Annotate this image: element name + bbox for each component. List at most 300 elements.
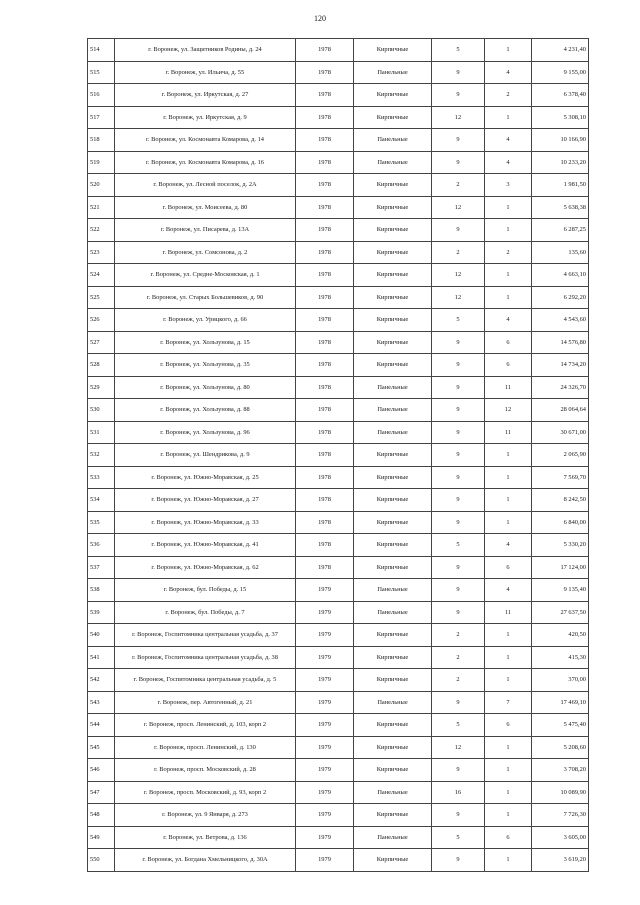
area-cell: 28 064,64 — [532, 399, 589, 422]
table-row — [88, 106, 589, 129]
year-cell: 1979 — [296, 781, 354, 804]
year-cell: 1978 — [296, 309, 354, 332]
wall-material-cell: Панельные — [354, 61, 432, 84]
wall-material-cell: Кирпичные — [354, 646, 432, 669]
wall-material-cell: Кирпичные — [354, 511, 432, 534]
row-number-cell: 519 — [88, 151, 115, 174]
floors-cell: 2 — [432, 624, 485, 647]
year-cell: 1979 — [296, 579, 354, 602]
table-row — [88, 421, 589, 444]
entrances-cell: 4 — [485, 151, 532, 174]
row-number-cell: 543 — [88, 691, 115, 714]
entrances-cell: 11 — [485, 376, 532, 399]
entrances-cell: 6 — [485, 714, 532, 737]
entrances-cell: 1 — [485, 849, 532, 872]
area-cell: 4 231,40 — [532, 39, 589, 62]
floors-cell: 12 — [432, 286, 485, 309]
entrances-cell: 1 — [485, 106, 532, 129]
table-row — [88, 534, 589, 557]
row-number-cell: 530 — [88, 399, 115, 422]
floors-cell: 5 — [432, 309, 485, 332]
floors-cell: 5 — [432, 39, 485, 62]
row-number-cell: 515 — [88, 61, 115, 84]
wall-material-cell: Кирпичные — [354, 534, 432, 557]
row-number-cell: 523 — [88, 241, 115, 264]
address-cell: г. Воронеж, просп. Московский, д. 28 — [115, 759, 296, 782]
floors-cell: 9 — [432, 489, 485, 512]
wall-material-cell: Кирпичные — [354, 331, 432, 354]
area-cell: 17 469,10 — [532, 691, 589, 714]
entrances-cell: 6 — [485, 556, 532, 579]
year-cell: 1978 — [296, 196, 354, 219]
table-row — [88, 556, 589, 579]
wall-material-cell: Кирпичные — [354, 804, 432, 827]
row-number-cell: 514 — [88, 39, 115, 62]
area-cell: 4 663,10 — [532, 264, 589, 287]
floors-cell: 9 — [432, 129, 485, 152]
address-cell: г. Воронеж, ул. Иркутская, д. 9 — [115, 106, 296, 129]
address-cell: г. Воронеж, пер. Автогенный, д. 21 — [115, 691, 296, 714]
row-number-cell: 549 — [88, 826, 115, 849]
area-cell: 27 637,50 — [532, 601, 589, 624]
wall-material-cell: Панельные — [354, 376, 432, 399]
table-row — [88, 174, 589, 197]
year-cell: 1979 — [296, 601, 354, 624]
row-number-cell: 518 — [88, 129, 115, 152]
address-cell: г. Воронеж, ул. Защитников Родины, д. 24 — [115, 39, 296, 62]
address-cell: г. Воронеж, ул. Средне-Московская, д. 1 — [115, 264, 296, 287]
year-cell: 1978 — [296, 489, 354, 512]
year-cell: 1978 — [296, 84, 354, 107]
address-cell: г. Воронеж, Госпитомника центральная усадьба, д. 38 — [115, 646, 296, 669]
row-number-cell: 533 — [88, 466, 115, 489]
address-cell: г. Воронеж, ул. Хользунова, д. 80 — [115, 376, 296, 399]
wall-material-cell: Панельные — [354, 399, 432, 422]
wall-material-cell: Кирпичные — [354, 196, 432, 219]
year-cell: 1978 — [296, 241, 354, 264]
wall-material-cell: Панельные — [354, 826, 432, 849]
row-number-cell: 532 — [88, 444, 115, 467]
floors-cell: 9 — [432, 466, 485, 489]
entrances-cell: 4 — [485, 534, 532, 557]
wall-material-cell: Кирпичные — [354, 174, 432, 197]
entrances-cell: 1 — [485, 669, 532, 692]
floors-cell: 2 — [432, 646, 485, 669]
wall-material-cell: Кирпичные — [354, 84, 432, 107]
row-number-cell: 535 — [88, 511, 115, 534]
table-row — [88, 601, 589, 624]
table-body — [88, 39, 589, 872]
table-row — [88, 849, 589, 872]
floors-cell: 9 — [432, 804, 485, 827]
entrances-cell: 4 — [485, 309, 532, 332]
address-cell: г. Воронеж, ул. Южно-Моравская, д. 62 — [115, 556, 296, 579]
year-cell: 1979 — [296, 826, 354, 849]
row-number-cell: 516 — [88, 84, 115, 107]
table-row — [88, 579, 589, 602]
housing-registry-table-wrapper — [87, 38, 589, 872]
entrances-cell: 1 — [485, 511, 532, 534]
table-row — [88, 354, 589, 377]
table-row — [88, 826, 589, 849]
area-cell: 9 135,40 — [532, 579, 589, 602]
table-row — [88, 309, 589, 332]
floors-cell: 9 — [432, 601, 485, 624]
entrances-cell: 11 — [485, 601, 532, 624]
area-cell: 5 208,60 — [532, 736, 589, 759]
wall-material-cell: Панельные — [354, 579, 432, 602]
table-row — [88, 84, 589, 107]
row-number-cell: 545 — [88, 736, 115, 759]
table-row — [88, 151, 589, 174]
year-cell: 1978 — [296, 421, 354, 444]
area-cell: 24 326,70 — [532, 376, 589, 399]
area-cell: 5 308,10 — [532, 106, 589, 129]
year-cell: 1978 — [296, 331, 354, 354]
table-row — [88, 264, 589, 287]
area-cell: 3 708,20 — [532, 759, 589, 782]
area-cell: 17 124,00 — [532, 556, 589, 579]
area-cell: 10 166,90 — [532, 129, 589, 152]
wall-material-cell: Кирпичные — [354, 241, 432, 264]
year-cell: 1979 — [296, 691, 354, 714]
wall-material-cell: Кирпичные — [354, 354, 432, 377]
entrances-cell: 1 — [485, 286, 532, 309]
wall-material-cell: Кирпичные — [354, 556, 432, 579]
table-row — [88, 286, 589, 309]
wall-material-cell: Панельные — [354, 601, 432, 624]
address-cell: г. Воронеж, ул. Ветрова, д. 136 — [115, 826, 296, 849]
address-cell: г. Воронеж, ул. Южно-Моравская, д. 25 — [115, 466, 296, 489]
area-cell: 5 475,40 — [532, 714, 589, 737]
area-cell: 7 569,70 — [532, 466, 589, 489]
address-cell: г. Воронеж, ул. Писарева, д. 13А — [115, 219, 296, 242]
area-cell: 6 292,20 — [532, 286, 589, 309]
wall-material-cell: Кирпичные — [354, 624, 432, 647]
wall-material-cell: Кирпичные — [354, 309, 432, 332]
table-row — [88, 781, 589, 804]
address-cell: г. Воронеж, ул. Богдана Хмельницкого, д. 30А — [115, 849, 296, 872]
year-cell: 1978 — [296, 556, 354, 579]
entrances-cell: 1 — [485, 759, 532, 782]
address-cell: г. Воронеж, ул. Моисеева, д. 80 — [115, 196, 296, 219]
row-number-cell: 520 — [88, 174, 115, 197]
address-cell: г. Воронеж, ул. Хользунова, д. 35 — [115, 354, 296, 377]
row-number-cell: 521 — [88, 196, 115, 219]
wall-material-cell: Панельные — [354, 421, 432, 444]
area-cell: 1 981,50 — [532, 174, 589, 197]
table-row — [88, 129, 589, 152]
area-cell: 6 840,00 — [532, 511, 589, 534]
row-number-cell: 531 — [88, 421, 115, 444]
address-cell: г. Воронеж, Госпитомника центральная усадьба, д. 37 — [115, 624, 296, 647]
entrances-cell: 7 — [485, 691, 532, 714]
table-row — [88, 39, 589, 62]
address-cell: г. Воронеж, ул. Космонавта Комарова, д. 16 — [115, 151, 296, 174]
housing-registry-table — [87, 38, 589, 872]
wall-material-cell: Кирпичные — [354, 736, 432, 759]
address-cell: г. Воронеж, бул. Победы, д. 7 — [115, 601, 296, 624]
wall-material-cell: Панельные — [354, 151, 432, 174]
address-cell: г. Воронеж, ул. Шендрикова, д. 9 — [115, 444, 296, 467]
address-cell: г. Воронеж, ул. Лесной поселок, д. 2А — [115, 174, 296, 197]
entrances-cell: 1 — [485, 804, 532, 827]
floors-cell: 9 — [432, 759, 485, 782]
address-cell: г. Воронеж, ул. Сомсонова, д. 2 — [115, 241, 296, 264]
year-cell: 1978 — [296, 174, 354, 197]
wall-material-cell: Кирпичные — [354, 106, 432, 129]
area-cell: 3 619,20 — [532, 849, 589, 872]
address-cell: г. Воронеж, ул. Хользунова, д. 96 — [115, 421, 296, 444]
table-row — [88, 646, 589, 669]
floors-cell: 16 — [432, 781, 485, 804]
floors-cell: 2 — [432, 174, 485, 197]
floors-cell: 9 — [432, 354, 485, 377]
wall-material-cell: Панельные — [354, 781, 432, 804]
area-cell: 3 605,00 — [532, 826, 589, 849]
row-number-cell: 542 — [88, 669, 115, 692]
year-cell: 1978 — [296, 354, 354, 377]
floors-cell: 9 — [432, 399, 485, 422]
entrances-cell: 11 — [485, 421, 532, 444]
floors-cell: 9 — [432, 556, 485, 579]
table-row — [88, 399, 589, 422]
year-cell: 1978 — [296, 264, 354, 287]
address-cell: г. Воронеж, ул. Урицкого, д. 66 — [115, 309, 296, 332]
wall-material-cell: Кирпичные — [354, 759, 432, 782]
entrances-cell: 1 — [485, 466, 532, 489]
year-cell: 1979 — [296, 849, 354, 872]
row-number-cell: 546 — [88, 759, 115, 782]
year-cell: 1979 — [296, 646, 354, 669]
area-cell: 5 638,38 — [532, 196, 589, 219]
row-number-cell: 527 — [88, 331, 115, 354]
table-row — [88, 714, 589, 737]
year-cell: 1978 — [296, 466, 354, 489]
floors-cell: 9 — [432, 376, 485, 399]
address-cell: г. Воронеж, ул. Южно-Моравская, д. 41 — [115, 534, 296, 557]
wall-material-cell: Кирпичные — [354, 714, 432, 737]
floors-cell: 5 — [432, 826, 485, 849]
row-number-cell: 537 — [88, 556, 115, 579]
wall-material-cell: Кирпичные — [354, 669, 432, 692]
address-cell: г. Воронеж, ул. Иркутская, д. 27 — [115, 84, 296, 107]
address-cell: г. Воронеж, ул. Хользунова, д. 88 — [115, 399, 296, 422]
floors-cell: 9 — [432, 849, 485, 872]
floors-cell: 9 — [432, 331, 485, 354]
year-cell: 1978 — [296, 511, 354, 534]
row-number-cell: 524 — [88, 264, 115, 287]
entrances-cell: 1 — [485, 736, 532, 759]
entrances-cell: 1 — [485, 444, 532, 467]
table-row — [88, 466, 589, 489]
wall-material-cell: Панельные — [354, 129, 432, 152]
year-cell: 1978 — [296, 129, 354, 152]
year-cell: 1978 — [296, 61, 354, 84]
row-number-cell: 547 — [88, 781, 115, 804]
entrances-cell: 3 — [485, 174, 532, 197]
entrances-cell: 2 — [485, 241, 532, 264]
area-cell: 9 155,00 — [532, 61, 589, 84]
area-cell: 420,50 — [532, 624, 589, 647]
row-number-cell: 540 — [88, 624, 115, 647]
area-cell: 10 233,20 — [532, 151, 589, 174]
entrances-cell: 1 — [485, 219, 532, 242]
wall-material-cell: Кирпичные — [354, 444, 432, 467]
row-number-cell: 522 — [88, 219, 115, 242]
year-cell: 1979 — [296, 624, 354, 647]
address-cell: г. Воронеж, просп. Ленинский, д. 130 — [115, 736, 296, 759]
address-cell: г. Воронеж, ул. Хользунова, д. 15 — [115, 331, 296, 354]
floors-cell: 5 — [432, 714, 485, 737]
table-row — [88, 444, 589, 467]
floors-cell: 9 — [432, 61, 485, 84]
area-cell: 8 242,50 — [532, 489, 589, 512]
address-cell: г. Воронеж, просп. Московский, д. 93, корп 2 — [115, 781, 296, 804]
floors-cell: 9 — [432, 579, 485, 602]
year-cell: 1979 — [296, 804, 354, 827]
floors-cell: 9 — [432, 151, 485, 174]
area-cell: 2 065,90 — [532, 444, 589, 467]
year-cell: 1978 — [296, 376, 354, 399]
area-cell: 6 287,25 — [532, 219, 589, 242]
year-cell: 1978 — [296, 39, 354, 62]
entrances-cell: 1 — [485, 39, 532, 62]
entrances-cell: 4 — [485, 61, 532, 84]
floors-cell: 12 — [432, 196, 485, 219]
page-number: 120 — [314, 14, 326, 23]
table-row — [88, 669, 589, 692]
row-number-cell: 528 — [88, 354, 115, 377]
wall-material-cell: Кирпичные — [354, 849, 432, 872]
address-cell: г. Воронеж, ул. Южно-Моравская, д. 33 — [115, 511, 296, 534]
floors-cell: 9 — [432, 219, 485, 242]
wall-material-cell: Кирпичные — [354, 264, 432, 287]
year-cell: 1979 — [296, 736, 354, 759]
floors-cell: 9 — [432, 511, 485, 534]
entrances-cell: 1 — [485, 196, 532, 219]
floors-cell: 9 — [432, 444, 485, 467]
table-row — [88, 331, 589, 354]
table-row — [88, 219, 589, 242]
table-row — [88, 624, 589, 647]
entrances-cell: 1 — [485, 624, 532, 647]
wall-material-cell: Кирпичные — [354, 286, 432, 309]
address-cell: г. Воронеж, Госпитомника центральная усадьба, д. 5 — [115, 669, 296, 692]
entrances-cell: 1 — [485, 264, 532, 287]
area-cell: 30 671,00 — [532, 421, 589, 444]
row-number-cell: 526 — [88, 309, 115, 332]
year-cell: 1979 — [296, 669, 354, 692]
year-cell: 1978 — [296, 219, 354, 242]
row-number-cell: 525 — [88, 286, 115, 309]
row-number-cell: 517 — [88, 106, 115, 129]
year-cell: 1979 — [296, 714, 354, 737]
floors-cell: 12 — [432, 264, 485, 287]
year-cell: 1978 — [296, 534, 354, 557]
entrances-cell: 1 — [485, 489, 532, 512]
row-number-cell: 548 — [88, 804, 115, 827]
table-row — [88, 691, 589, 714]
year-cell: 1978 — [296, 399, 354, 422]
row-number-cell: 538 — [88, 579, 115, 602]
table-row — [88, 61, 589, 84]
floors-cell: 12 — [432, 736, 485, 759]
area-cell: 4 543,60 — [532, 309, 589, 332]
wall-material-cell: Кирпичные — [354, 39, 432, 62]
floors-cell: 9 — [432, 421, 485, 444]
floors-cell: 12 — [432, 106, 485, 129]
entrances-cell: 1 — [485, 781, 532, 804]
entrances-cell: 4 — [485, 129, 532, 152]
area-cell: 415,30 — [532, 646, 589, 669]
row-number-cell: 536 — [88, 534, 115, 557]
table-row — [88, 489, 589, 512]
row-number-cell: 541 — [88, 646, 115, 669]
area-cell: 5 330,20 — [532, 534, 589, 557]
wall-material-cell: Кирпичные — [354, 219, 432, 242]
year-cell: 1978 — [296, 106, 354, 129]
floors-cell: 5 — [432, 534, 485, 557]
row-number-cell: 539 — [88, 601, 115, 624]
entrances-cell: 6 — [485, 354, 532, 377]
entrances-cell: 2 — [485, 84, 532, 107]
area-cell: 6 378,40 — [532, 84, 589, 107]
wall-material-cell: Кирпичные — [354, 489, 432, 512]
area-cell: 135,60 — [532, 241, 589, 264]
address-cell: г. Воронеж, ул. Старых Большевиков, д. 90 — [115, 286, 296, 309]
entrances-cell: 4 — [485, 579, 532, 602]
row-number-cell: 550 — [88, 849, 115, 872]
table-row — [88, 804, 589, 827]
row-number-cell: 529 — [88, 376, 115, 399]
table-row — [88, 759, 589, 782]
wall-material-cell: Кирпичные — [354, 466, 432, 489]
address-cell: г. Воронеж, бул. Победы, д. 15 — [115, 579, 296, 602]
row-number-cell: 544 — [88, 714, 115, 737]
wall-material-cell: Панельные — [354, 691, 432, 714]
table-row — [88, 241, 589, 264]
year-cell: 1978 — [296, 444, 354, 467]
entrances-cell: 6 — [485, 331, 532, 354]
area-cell: 14 576,80 — [532, 331, 589, 354]
table-row — [88, 196, 589, 219]
address-cell: г. Воронеж, ул. Южно-Моравская, д. 27 — [115, 489, 296, 512]
area-cell: 370,00 — [532, 669, 589, 692]
address-cell: г. Воронеж, просп. Ленинский, д. 103, корп 2 — [115, 714, 296, 737]
table-row — [88, 736, 589, 759]
area-cell: 14 734,20 — [532, 354, 589, 377]
year-cell: 1978 — [296, 286, 354, 309]
floors-cell: 9 — [432, 691, 485, 714]
row-number-cell: 534 — [88, 489, 115, 512]
year-cell: 1978 — [296, 151, 354, 174]
entrances-cell: 1 — [485, 646, 532, 669]
address-cell: г. Воронеж, ул. 9 Января, д. 273 — [115, 804, 296, 827]
address-cell: г. Воронеж, ул. Ильича, д. 55 — [115, 61, 296, 84]
address-cell: г. Воронеж, ул. Космонавта Комарова, д. 14 — [115, 129, 296, 152]
area-cell: 7 726,30 — [532, 804, 589, 827]
floors-cell: 9 — [432, 84, 485, 107]
entrances-cell: 12 — [485, 399, 532, 422]
floors-cell: 2 — [432, 669, 485, 692]
floors-cell: 2 — [432, 241, 485, 264]
year-cell: 1979 — [296, 759, 354, 782]
entrances-cell: 6 — [485, 826, 532, 849]
table-row — [88, 511, 589, 534]
area-cell: 10 089,90 — [532, 781, 589, 804]
table-row — [88, 376, 589, 399]
